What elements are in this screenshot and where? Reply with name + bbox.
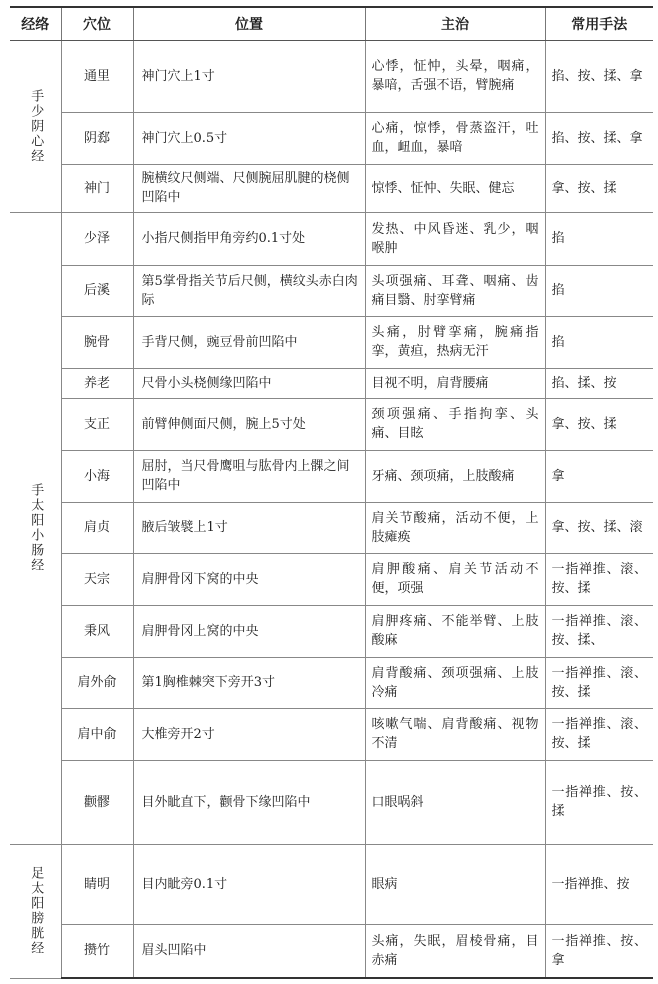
point-cell: 肩外俞 [61, 657, 133, 708]
location-cell: 屈肘，当尺骨鹰咀与肱骨内上髁之间凹陷中 [133, 450, 365, 502]
header-technique: 常用手法 [545, 7, 653, 40]
acupoint-table-page [10, 6, 653, 979]
location-cell: 第5掌骨指关节后尺侧，横纹头赤白肉际 [133, 265, 365, 316]
header-location: 位置 [133, 7, 365, 40]
indication-cell: 牙痛、颈项痛，上肢酸痛 [365, 450, 545, 502]
indication-cell: 肩背酸痛、颈项强痛、上肢冷痛 [365, 657, 545, 708]
location-cell: 前臂伸侧面尺侧，腕上5寸处 [133, 398, 365, 450]
table-row [10, 844, 653, 924]
point-cell: 后溪 [61, 265, 133, 316]
indication-cell: 眼病 [365, 844, 545, 924]
indication-cell: 咳嗽气喘、肩背酸痛、视物不清 [365, 708, 545, 760]
technique-cell: 拿 [545, 450, 653, 502]
technique-cell: 一指禅推、按 [545, 844, 653, 924]
table-row [10, 164, 653, 212]
indication-cell: 肩胛酸痛、肩关节活动不便，项强 [365, 553, 545, 605]
point-cell: 支正 [61, 398, 133, 450]
technique-cell: 掐、按、揉、拿 [545, 112, 653, 164]
technique-cell: 掐 [545, 316, 653, 368]
technique-cell: 一指禅推、按、拿 [545, 924, 653, 978]
technique-cell: 拿、按、揉、滚 [545, 502, 653, 553]
header-row [10, 7, 653, 40]
table-row [10, 553, 653, 605]
location-cell: 肩胛骨冈上窝的中央 [133, 605, 365, 657]
table-row [10, 605, 653, 657]
table-row [10, 760, 653, 844]
location-cell: 肩胛骨冈下窝的中央 [133, 553, 365, 605]
location-cell: 腕横纹尺侧端、尺侧腕屈肌腱的桡侧凹陷中 [133, 164, 365, 212]
location-cell: 腋后皱襞上1寸 [133, 502, 365, 553]
header-point: 穴位 [61, 7, 133, 40]
table-row [10, 450, 653, 502]
acupoint-table [10, 6, 653, 979]
table-row [10, 40, 653, 112]
technique-cell: 一指禅推、滚、按、揉 [545, 553, 653, 605]
point-cell: 睛明 [61, 844, 133, 924]
table-body [10, 40, 653, 978]
table-row [10, 265, 653, 316]
meridian-name: 足太阳膀胱经 [28, 866, 44, 956]
meridian-cell [10, 40, 61, 212]
location-cell: 小指尺侧指甲角旁约0.1寸处 [133, 212, 365, 265]
indication-cell: 惊悸、怔忡、失眠、健忘 [365, 164, 545, 212]
point-cell: 通里 [61, 40, 133, 112]
point-cell: 秉风 [61, 605, 133, 657]
technique-cell: 一指禅推、滚、按、揉、 [545, 605, 653, 657]
location-cell: 尺骨小头桡侧缘凹陷中 [133, 368, 365, 398]
location-cell: 大椎旁开2寸 [133, 708, 365, 760]
indication-cell: 头项强痛、耳聋、咽痛、齿痛目翳、肘挛臂痛 [365, 265, 545, 316]
location-cell: 神门穴上0.5寸 [133, 112, 365, 164]
point-cell: 阴郄 [61, 112, 133, 164]
indication-cell: 肩胛疼痛、不能举臂、上肢酸麻 [365, 605, 545, 657]
table-row [10, 212, 653, 265]
technique-cell: 掐、按、揉、拿 [545, 40, 653, 112]
indication-cell: 颈项强痛、手指拘挛、头痛、目眩 [365, 398, 545, 450]
header-indication: 主治 [365, 7, 545, 40]
technique-cell: 掐、揉、按 [545, 368, 653, 398]
point-cell: 攒竹 [61, 924, 133, 978]
table-row [10, 657, 653, 708]
indication-cell: 目视不明，肩背腰痛 [365, 368, 545, 398]
header-meridian: 经络 [10, 7, 61, 40]
table-row [10, 398, 653, 450]
indication-cell: 发热、中风昏迷、乳少，咽喉肿 [365, 212, 545, 265]
meridian-cell [10, 844, 61, 978]
point-cell: 腕骨 [61, 316, 133, 368]
table-row [10, 708, 653, 760]
location-cell: 神门穴上1寸 [133, 40, 365, 112]
table-row [10, 502, 653, 553]
point-cell: 少泽 [61, 212, 133, 265]
technique-cell: 拿、按、揉 [545, 398, 653, 450]
indication-cell: 心痛，惊悸，骨蒸盗汗，吐血，衄血，暴喑 [365, 112, 545, 164]
table-row [10, 924, 653, 978]
meridian-cell [10, 212, 61, 844]
table-row [10, 316, 653, 368]
technique-cell: 一指禅推、滚、按、揉 [545, 708, 653, 760]
point-cell: 天宗 [61, 553, 133, 605]
point-cell: 神门 [61, 164, 133, 212]
indication-cell: 口眼㖞斜 [365, 760, 545, 844]
indication-cell: 头痛，肘臂挛痛，腕痛指挛，黄疸，热病无汗 [365, 316, 545, 368]
point-cell: 小海 [61, 450, 133, 502]
indication-cell: 肩关节酸痛，活动不便，上肢瘫痪 [365, 502, 545, 553]
location-cell: 第1胸椎棘突下旁开3寸 [133, 657, 365, 708]
technique-cell: 掐 [545, 265, 653, 316]
technique-cell: 拿、按、揉 [545, 164, 653, 212]
location-cell: 眉头凹陷中 [133, 924, 365, 978]
indication-cell: 头痛，失眠，眉棱骨痛，目赤痛 [365, 924, 545, 978]
indication-cell: 心悸，怔忡，头晕，咽痛，暴喑，舌强不语，臂腕痛 [365, 40, 545, 112]
point-cell: 养老 [61, 368, 133, 398]
technique-cell: 掐 [545, 212, 653, 265]
meridian-name: 手太阳小肠经 [28, 483, 44, 573]
point-cell: 肩贞 [61, 502, 133, 553]
location-cell: 目内眦旁0.1寸 [133, 844, 365, 924]
location-cell: 目外眦直下，颧骨下缘凹陷中 [133, 760, 365, 844]
table-row [10, 368, 653, 398]
meridian-name: 手少阴心经 [28, 88, 44, 164]
technique-cell: 一指禅推、按、揉 [545, 760, 653, 844]
table-row [10, 112, 653, 164]
technique-cell: 一指禅推、滚、按、揉 [545, 657, 653, 708]
location-cell: 手背尺侧，豌豆骨前凹陷中 [133, 316, 365, 368]
point-cell: 颧髎 [61, 760, 133, 844]
point-cell: 肩中俞 [61, 708, 133, 760]
